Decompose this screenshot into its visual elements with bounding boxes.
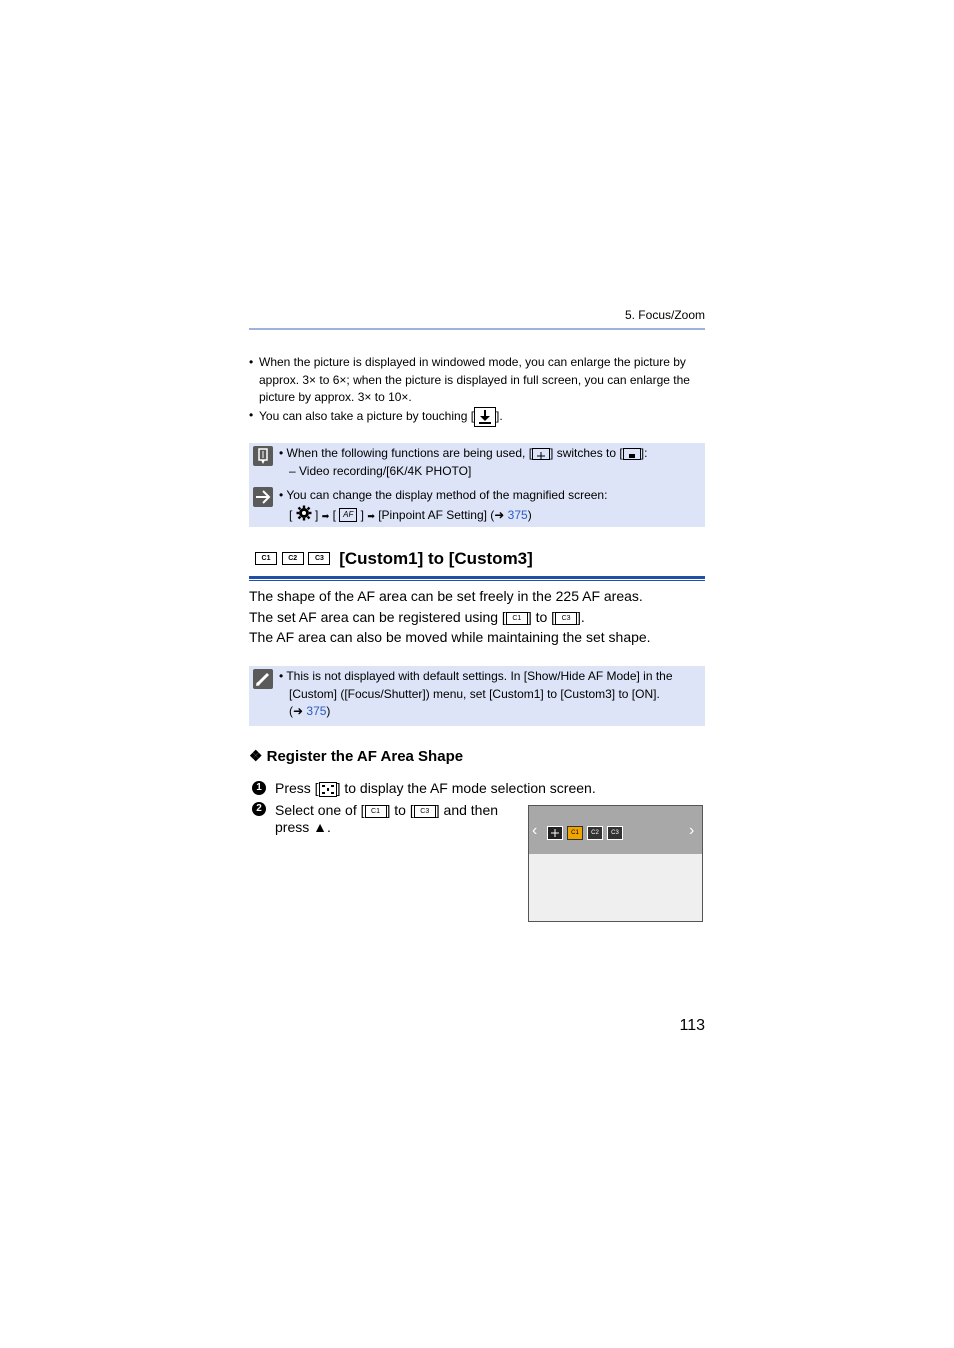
- note-box-magnify: [249, 443, 705, 527]
- bullet-zoom: [249, 354, 705, 408]
- section-rule: [249, 576, 705, 579]
- subsection-heading: ❖ Register the AF Area Shape: [249, 748, 464, 765]
- section-heading: [255, 548, 533, 569]
- custom3-icon: C3: [555, 612, 577, 625]
- tip-text: • You can change the display method of the magnified screen: [ ] ➡ [ AF ] ➡ [Pinpoint AF Setting] (➜ 375): [279, 487, 699, 526]
- step-2: Select one of [ C1 ] to [ C3 ] and then press ▲.: [275, 802, 499, 835]
- bullet-text: When the picture is displayed in windowed mode, you can enlarge the picture by approx. 3× to 6×; when the picture is displayed in full screen, you can enlarge the picture by approx. 3× to 10×.: [259, 355, 690, 404]
- custom1-icon: C1: [255, 552, 277, 565]
- section-rule-thin: [249, 580, 705, 581]
- gear-icon: [296, 505, 312, 527]
- chevron-right-icon[interactable]: ›: [689, 822, 695, 839]
- custom1-icon: C1: [365, 805, 387, 818]
- bullet-touch: • You can also take a picture by touching [ ].: [249, 407, 705, 429]
- custom1-icon: C1: [506, 612, 528, 625]
- diamond-bullet-icon: ❖: [249, 748, 263, 765]
- af-area-icon: [532, 448, 550, 460]
- custom3-icon: C3: [308, 552, 330, 565]
- custom3-tile[interactable]: C3: [607, 826, 623, 840]
- af-mode-button-icon: [319, 782, 337, 797]
- step-number: 1: [252, 781, 266, 795]
- pencil-icon: [253, 669, 273, 689]
- body-line-3: The AF area can also be moved while maintaining the set shape.: [249, 629, 651, 645]
- memo-icon: [253, 446, 273, 466]
- af-mode-bar: [529, 806, 702, 854]
- bullet-dot: •: [249, 355, 254, 369]
- af-area-tile[interactable]: [547, 826, 563, 840]
- page-link-375[interactable]: 375: [507, 507, 528, 522]
- custom1-tile-selected[interactable]: C1: [567, 826, 583, 840]
- touch-shutter-icon: [474, 407, 496, 427]
- body-line-1: The shape of the AF area can be set freely in the 225 AF areas.: [249, 588, 643, 604]
- 1-area-icon: [623, 448, 641, 460]
- custom2-icon: C2: [282, 552, 304, 565]
- arrow-right-icon: [253, 487, 273, 507]
- af-mode-selection-screen: [528, 805, 703, 922]
- page-link-375[interactable]: 375: [306, 704, 327, 718]
- running-header: 5. Focus/Zoom: [624, 308, 705, 322]
- header-rule: [249, 328, 705, 330]
- bullet-dot: •: [249, 408, 254, 422]
- page-number: 113: [679, 1017, 705, 1034]
- custom3-icon: C3: [414, 805, 436, 818]
- step-number: 2: [252, 802, 266, 816]
- note-text: • This is not displayed with default settings. In [Show/Hide AF Mode] in the [Custom] ([Focus/Shutter]) menu, set [Custom1] to [Custom3] to [ON]. (➜ 375): [279, 669, 673, 718]
- note-text: • When the following functions are being used, [ ] switches to [ ]: – Video recording/[6K/4K PHOTO]: [279, 446, 648, 478]
- section-title: [Custom1] to [Custom3]: [339, 548, 533, 568]
- note-box-custom: [249, 666, 705, 726]
- step-1: Press [ ] to display the AF mode selection screen.: [275, 780, 596, 796]
- af-menu-icon: AF: [339, 508, 357, 522]
- body-line-2: The set AF area can be registered using [ C1 ] to [ C3 ].: [249, 609, 585, 625]
- chevron-left-icon[interactable]: ‹: [532, 822, 538, 839]
- custom2-tile[interactable]: C2: [587, 826, 603, 840]
